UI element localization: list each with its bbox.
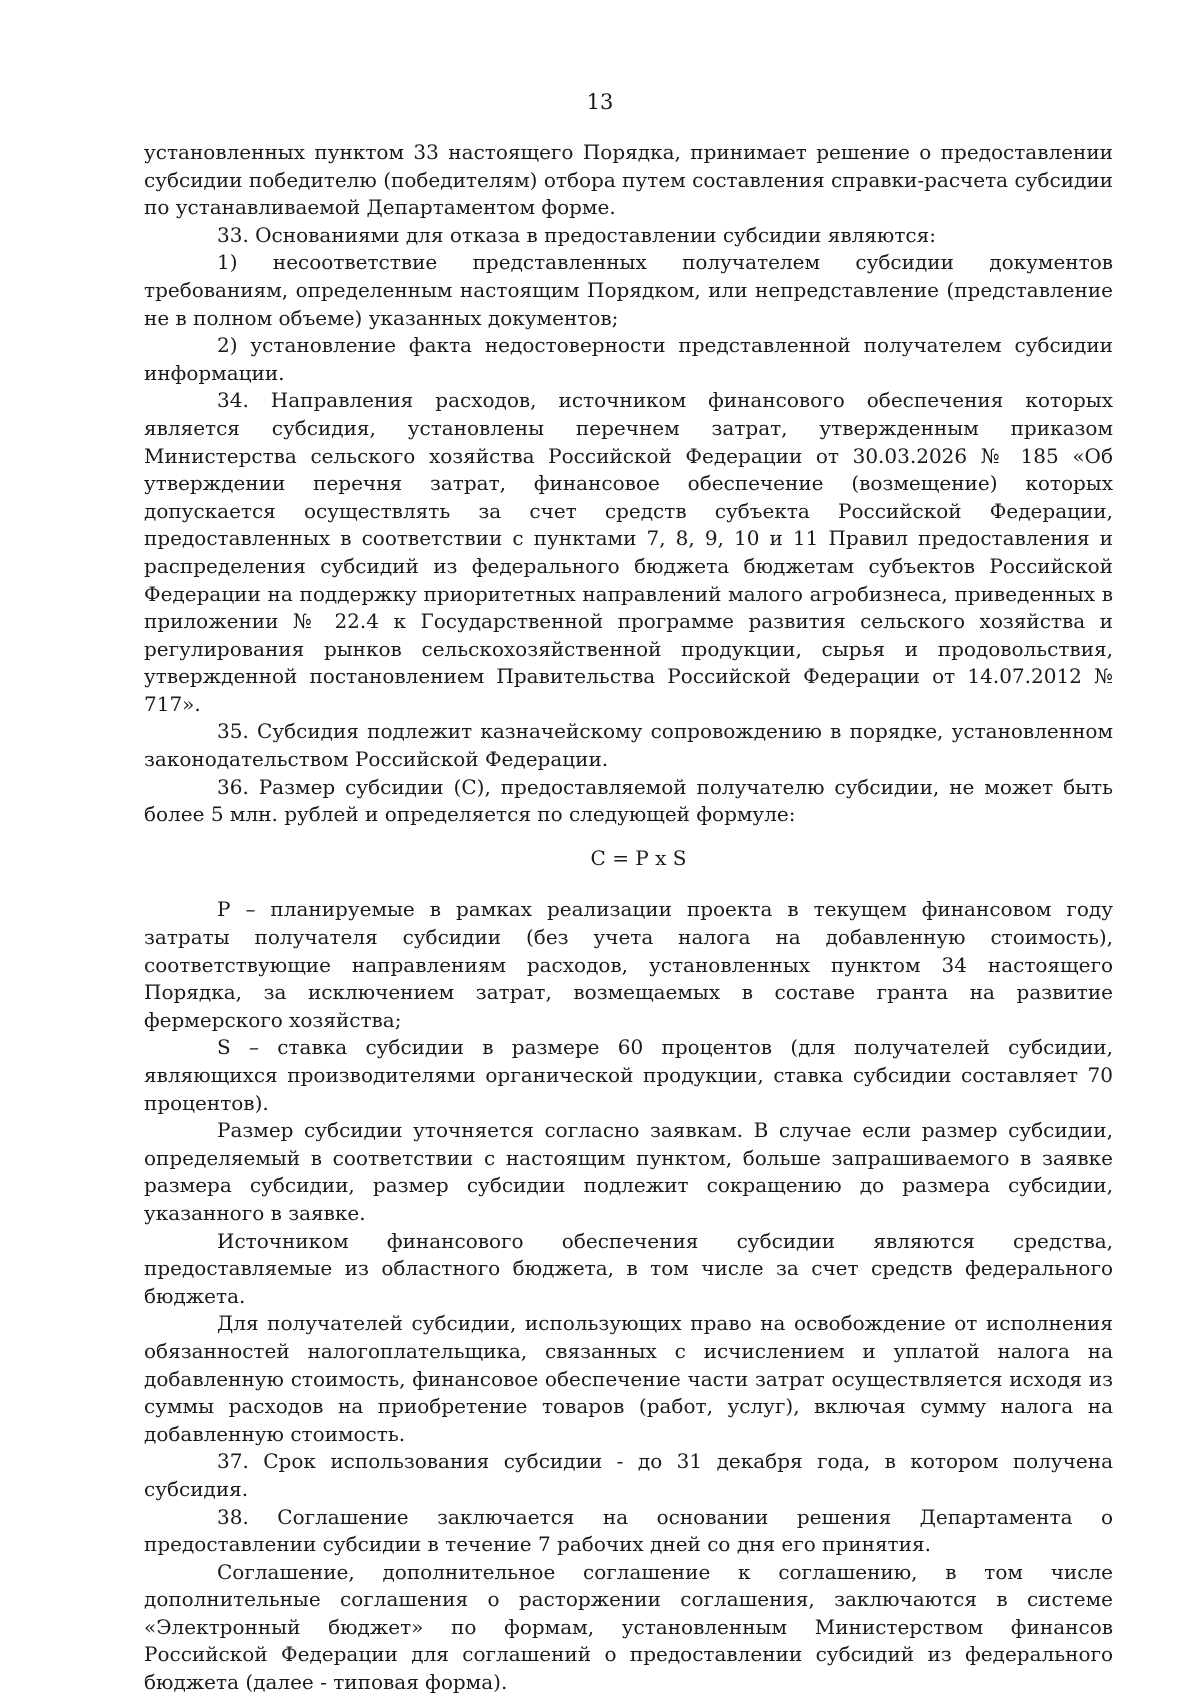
- paragraph-35: 35. Субсидия подлежит казначейскому сопровождению в порядке, установленном законодательством Российской Федерации.: [144, 719, 1113, 772]
- paragraph-34: 34. Направления расходов, источником финансового обеспечения которых является субсидия, установлены перечнем затрат, утвержденным приказом Министерства сельского хозяйства Российской Федерации от 30.03.2026 № 185 «Об утверждении перечня затрат, финансовое обеспечение (возмещение) которых допускается осуществлять за счет средств субъекта Российской Федерации, предоставленных в соответствии с пунктами 7, 8, 9, 10 и 11 Правил предоставления и распределения субсидий из федерального бюджета бюджетам субъектов Российской Федерации на поддержку приоритетных направлений малого агробизнеса, приведенных в приложении № 22.4 к Государственной программе развития сельского хозяйства и регулирования рынков сельскохозяйственной продукции, сырья и продовольствия, утвержденной постановлением Правительства Российской Федерации от 14.07.2012 № 717».: [144, 388, 1113, 716]
- paragraph-37: 37. Срок использования субсидии - до 31 декабря года, в котором получена субсидия.: [144, 1449, 1113, 1501]
- page-number: 13: [586, 90, 614, 114]
- paragraph-funding-source: Источником финансового обеспечения субсидии являются средства, предоставляемые из областного бюджета, в том числе за счет средств федерального бюджета.: [144, 1228, 1113, 1308]
- paragraph-continuation: установленных пунктом 33 настоящего Порядка, принимает решение о предоставлении субсидии победителю (победителям) отбора путем составления справки-расчета субсидии по устанавливаемой Департаментом форме.: [144, 140, 1113, 220]
- document-body: [144, 139, 1113, 1697]
- paragraph-38: 38. Соглашение заключается на основании решения Департамента о предоставлении субсидии в течение 7 рабочих дней со дня его принятия.: [144, 1504, 1113, 1557]
- paragraph-33-item-2: 2) установление факта недостоверности представленной получателем субсидии информации.: [144, 333, 1113, 385]
- paragraph-vat-exemption: Для получателей субсидии, использующих право на освобождение от исполнения обязанностей налогоплательщика, связанных с исчислением и уплатой налога на добавленную стоимость, финансовое обеспечение части затрат осуществляется исходя из суммы расходов на приобретение товаров (работ, услуг), включая сумму налога на добавленную стоимость.: [144, 1311, 1113, 1446]
- paragraph-33: 33. Основаниями для отказа в предоставлении субсидии являются:: [217, 222, 936, 247]
- paragraph-agreement: Соглашение, дополнительное соглашение к соглашению, в том числе дополнительные соглашения о расторжении соглашения, заключаются в системе «Электронный бюджет» по формам, установленным Министерством финансов Российской Федерации для соглашений о предоставлении субсидий из федерального бюджета (далее - типовая форма).: [144, 1559, 1113, 1695]
- paragraph-36: 36. Размер субсидии (С), предоставляемой получателю субсидии, не может быть более 5 млн. рублей и определяется по следующей формуле:: [144, 774, 1113, 827]
- subsidy-formula: С = P x S: [590, 845, 687, 870]
- paragraph-33-item-1: 1) несоответствие представленных получателем субсидии документов требованиям, определенным настоящим Порядком, или непредставление (представление не в полном объеме) указанных документов;: [144, 250, 1113, 330]
- formula-definition-p: P – планируемые в рамках реализации проекта в текущем финансовом году затраты получателя субсидии (без учета налога на добавленную стоимость), соответствующие направлениям расходов, установленных пунктом 34 настоящего Порядка, за исключением затрат, возмещаемых в составе гранта на развитие фермерского хозяйства;: [144, 897, 1113, 1032]
- formula-definition-s: S – ставка субсидии в размере 60 процентов (для получателей субсидии, являющихся производителями органической продукции, ставка субсидии составляет 70 процентов).: [144, 1035, 1113, 1115]
- paragraph-subsidy-size: Размер субсидии уточняется согласно заявкам. В случае если размер субсидии, определяемый в соответствии с настоящим пунктом, больше запрашиваемого в заявке размера субсидии, размер субсидии подлежит сокращению до размера субсидии, указанного в заявке.: [144, 1118, 1113, 1225]
